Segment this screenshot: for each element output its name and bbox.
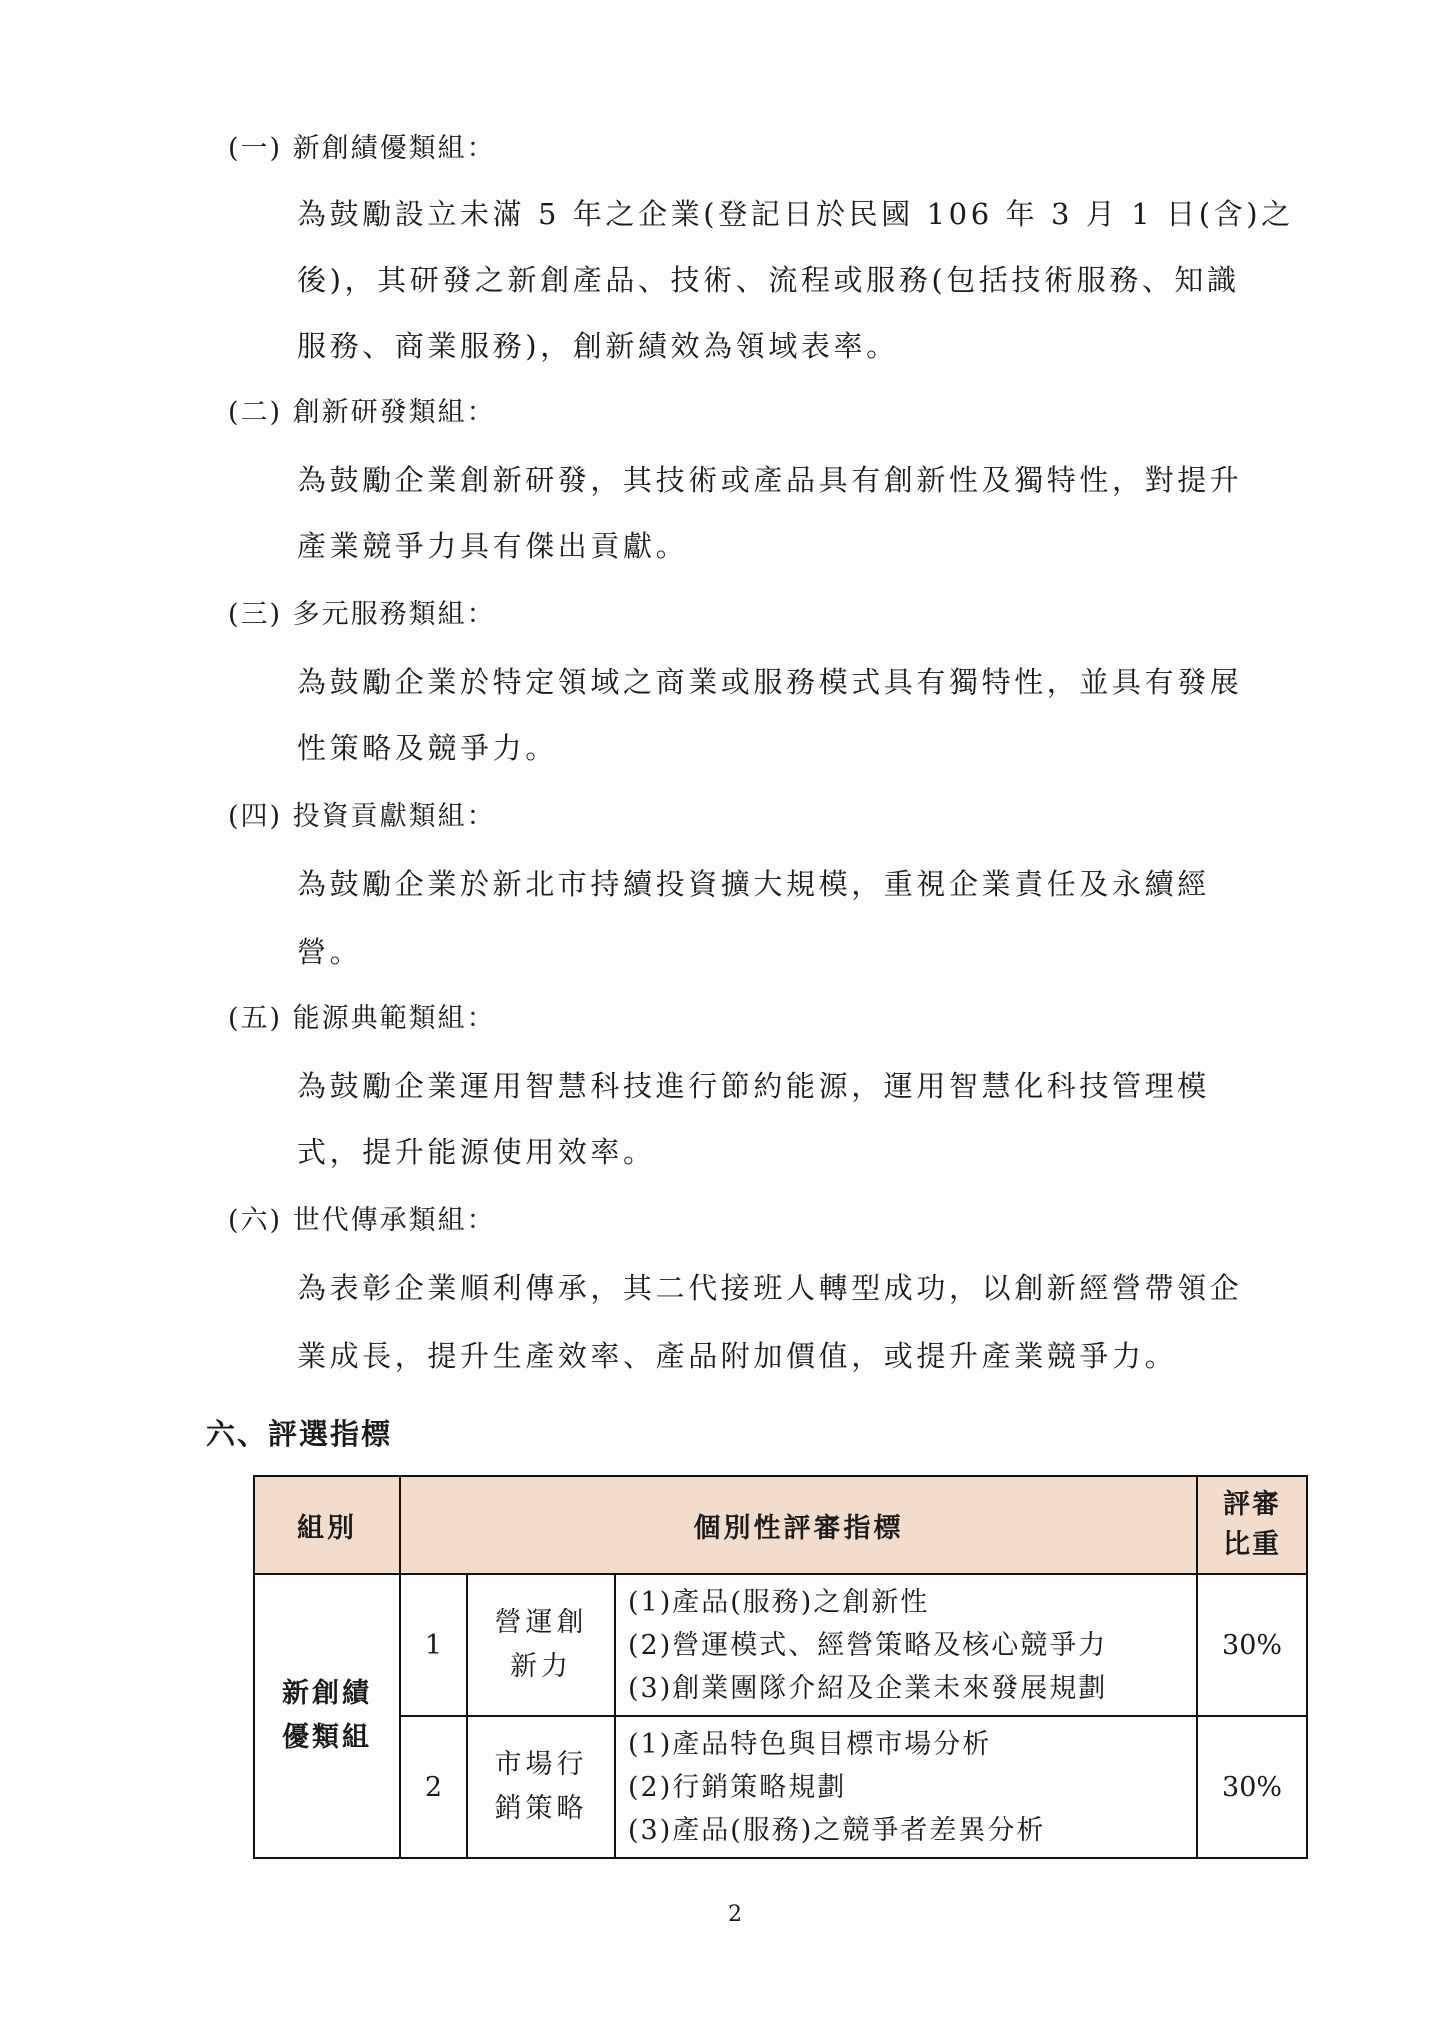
header-weight-line-2: 比重 xyxy=(1223,1529,1282,1560)
category-1-line-2: 後)，其研發之新創產品、技術、流程或服務(包括技術服務、知識 xyxy=(297,263,1240,297)
table-row xyxy=(254,1716,1307,1858)
table-header-row xyxy=(254,1476,1307,1574)
category-5-line-1: 為鼓勵企業運用智慧科技進行節約能源，運用智慧化科技管理模 xyxy=(297,1069,1210,1103)
category-6-line-1: 為表彰企業順利傳承，其二代接班人轉型成功，以創新經營帶領企 xyxy=(297,1271,1243,1305)
category-6-line-2: 業成長，提升生產效率、產品附加價值，或提升產業競爭力。 xyxy=(297,1339,1178,1373)
section-heading: 六、評選指標 xyxy=(206,1417,393,1451)
group-name-cell xyxy=(254,1574,400,1858)
category-title-4: (四) 投資貢獻類組： xyxy=(228,801,496,832)
category-4-line-2: 營。 xyxy=(297,935,363,969)
criteria-item: (2)營運模式、經營策略及核心競爭力 xyxy=(628,1629,1108,1661)
criteria-item: (1)產品(服務)之創新性 xyxy=(628,1586,930,1618)
dimension-line-1: 市場行 xyxy=(494,1749,588,1780)
header-weight-line-1: 評審 xyxy=(1223,1489,1282,1520)
category-title-3: (三) 多元服務類組： xyxy=(228,599,496,630)
dimension-cell xyxy=(467,1716,615,1858)
header-group: 組別 xyxy=(254,1476,400,1574)
category-2-line-2: 產業競爭力具有傑出貢獻。 xyxy=(297,529,689,563)
category-4-line-1: 為鼓勵企業於新北市持續投資擴大規模，重視企業責任及永續經 xyxy=(297,867,1210,901)
dimension-line-2: 銷策略 xyxy=(494,1793,588,1824)
criteria-item: (1)產品特色與目標市場分析 xyxy=(628,1728,992,1760)
category-1-line-3: 服務、商業服務)，創新績效為領域表率。 xyxy=(297,329,899,363)
evaluation-criteria-table xyxy=(253,1475,1308,1859)
category-3-line-1: 為鼓勵企業於特定領域之商業或服務模式具有獨特性，並具有發展 xyxy=(297,665,1243,699)
weight-cell: 30% xyxy=(1197,1574,1307,1716)
criteria-item: (2)行銷策略規劃 xyxy=(628,1771,847,1803)
criteria-item: (3)產品(服務)之競爭者差異分析 xyxy=(628,1814,1046,1846)
group-name-line-2: 優類組 xyxy=(282,1722,372,1753)
category-1-line-1: 為鼓勵設立未滿 5 年之企業(登記日於民國 106 年 3 月 1 日(含)之 xyxy=(297,197,1294,231)
category-title-2: (二) 創新研發類組： xyxy=(228,397,496,428)
category-title-6: (六) 世代傳承類組： xyxy=(228,1205,496,1236)
weight-cell: 30% xyxy=(1197,1716,1307,1858)
header-weight xyxy=(1197,1476,1307,1574)
row-number: 2 xyxy=(400,1716,467,1858)
category-5-line-2: 式，提升能源使用效率。 xyxy=(297,1135,656,1169)
dimension-line-2: 新力 xyxy=(510,1651,572,1682)
criteria-items-cell xyxy=(615,1716,1197,1858)
criteria-items-cell xyxy=(615,1574,1197,1716)
category-title-1: (一) 新創績優類組： xyxy=(228,133,496,164)
category-2-line-1: 為鼓勵企業創新研發，其技術或產品具有創新性及獨特性，對提升 xyxy=(297,463,1243,497)
category-title-5: (五) 能源典範類組： xyxy=(228,1003,496,1034)
row-number: 1 xyxy=(400,1574,467,1716)
dimension-line-1: 營運創 xyxy=(494,1607,588,1638)
table-row xyxy=(254,1574,1307,1716)
page-number: 2 xyxy=(728,1902,742,1927)
criteria-item: (3)創業團隊介紹及企業未來發展規劃 xyxy=(628,1672,1108,1704)
header-criteria: 個別性評審指標 xyxy=(400,1476,1197,1574)
category-3-line-2: 性策略及競爭力。 xyxy=(297,731,558,765)
group-name-line-1: 新創績 xyxy=(282,1678,372,1709)
dimension-cell xyxy=(467,1574,615,1716)
